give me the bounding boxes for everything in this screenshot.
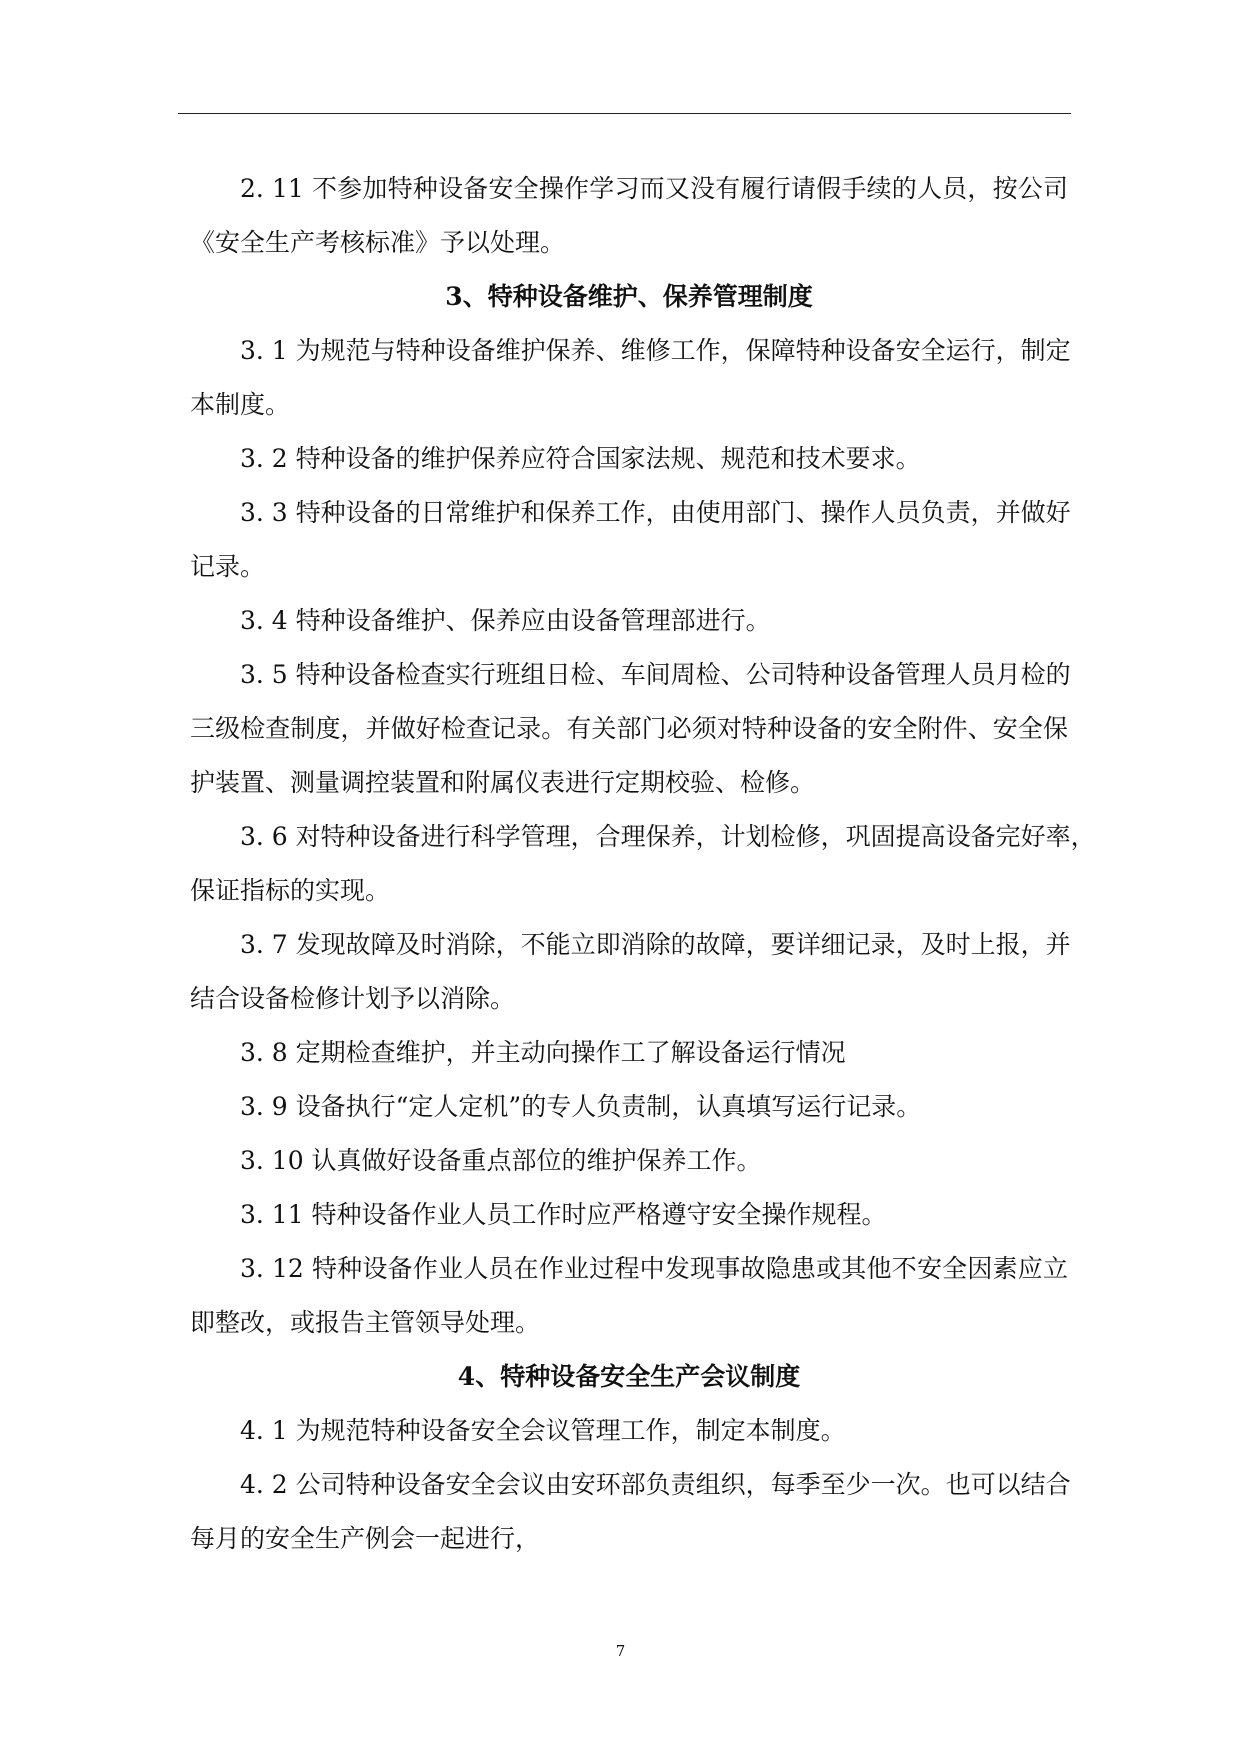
paragraph bbox=[190, 1242, 1068, 1350]
paragraph bbox=[190, 486, 1071, 594]
paragraph bbox=[190, 1080, 1068, 1134]
paragraph bbox=[190, 1458, 1071, 1566]
paragraph bbox=[190, 1404, 1068, 1458]
paragraph-line: 3. 11 特种设备作业人员工作时应严格遵守安全操作规程。 bbox=[240, 1200, 887, 1229]
paragraph-line: 保证指标的实现。 bbox=[190, 876, 391, 905]
paragraph-line: 4. 2 公司特种设备安全会议由安环部负责组织，每季至少一次。也可以结合 bbox=[240, 1470, 1071, 1499]
paragraph-line: 3. 1 为规范与特种设备维护保养、维修工作，保障特种设备安全运行，制定 bbox=[240, 336, 1071, 365]
heading-text: 4、特种设备安全生产会议制度 bbox=[457, 1362, 801, 1391]
paragraph bbox=[190, 594, 1068, 648]
paragraph bbox=[190, 1188, 1068, 1242]
paragraph-line: 每月的安全生产例会一起进行， bbox=[190, 1524, 541, 1553]
paragraph-line: 3. 12 特种设备作业人员在作业过程中发现事故隐患或其他不安全因素应立 bbox=[240, 1254, 1068, 1283]
page-number: 7 bbox=[615, 1642, 626, 1660]
paragraph-line: 三级检查制度，并做好检查记录。有关部门必须对特种设备的安全附件、安全保 bbox=[190, 714, 1068, 743]
paragraph-line: 3. 10 认真做好设备重点部位的维护保养工作。 bbox=[240, 1146, 762, 1175]
paragraph-line: 2. 11 不参加特种设备安全操作学习而又没有履行请假手续的人员，按公司 bbox=[240, 174, 1068, 203]
paragraph bbox=[190, 810, 1096, 918]
paragraph-line: 3. 4 特种设备维护、保养应由设备管理部进行。 bbox=[240, 606, 771, 635]
paragraph-line: 3. 7 发现故障及时消除，不能立即消除的故障，要详细记录，及时上报，并 bbox=[240, 930, 1071, 959]
document-body bbox=[190, 162, 1096, 1566]
section-heading bbox=[190, 270, 1068, 324]
paragraph-line: 记录。 bbox=[190, 552, 266, 581]
heading-text: 3、特种设备维护、保养管理制度 bbox=[445, 282, 813, 311]
paragraph-line: 结合设备检修计划予以消除。 bbox=[190, 984, 516, 1013]
paragraph bbox=[190, 324, 1071, 432]
header-rule bbox=[178, 113, 1071, 114]
paragraph-line: 3. 6 对特种设备进行科学管理，合理保养，计划检修，巩固提高设备完好率， bbox=[240, 822, 1096, 851]
paragraph-line: 《安全生产考核标准》予以处理。 bbox=[190, 228, 566, 257]
section-heading bbox=[190, 1350, 1068, 1404]
paragraph bbox=[190, 648, 1071, 810]
paragraph bbox=[190, 918, 1071, 1026]
paragraph-line: 3. 2 特种设备的维护保养应符合国家法规、规范和技术要求。 bbox=[240, 444, 921, 473]
paragraph-line: 护装置、测量调控装置和附属仪表进行定期校验、检修。 bbox=[190, 768, 816, 797]
paragraph-line: 3. 3 特种设备的日常维护和保养工作，由使用部门、操作人员负责，并做好 bbox=[240, 498, 1071, 527]
paragraph bbox=[190, 432, 1068, 486]
paragraph-line: 4. 1 为规范特种设备安全会议管理工作，制定本制度。 bbox=[240, 1416, 846, 1445]
paragraph-line: 3. 5 特种设备检查实行班组日检、车间周检、公司特种设备管理人员月检的 bbox=[240, 660, 1071, 689]
paragraph-line: 3. 8 定期检查维护，并主动向操作工了解设备运行情况 bbox=[240, 1038, 846, 1067]
paragraph-line: 本制度。 bbox=[190, 390, 291, 419]
paragraph-line: 3. 9 设备执行“定人定机”的专人负责制，认真填写运行记录。 bbox=[240, 1092, 922, 1121]
paragraph-line: 即整改，或报告主管领导处理。 bbox=[190, 1308, 541, 1337]
paragraph bbox=[190, 1134, 1068, 1188]
paragraph bbox=[190, 162, 1068, 270]
paragraph bbox=[190, 1026, 1068, 1080]
